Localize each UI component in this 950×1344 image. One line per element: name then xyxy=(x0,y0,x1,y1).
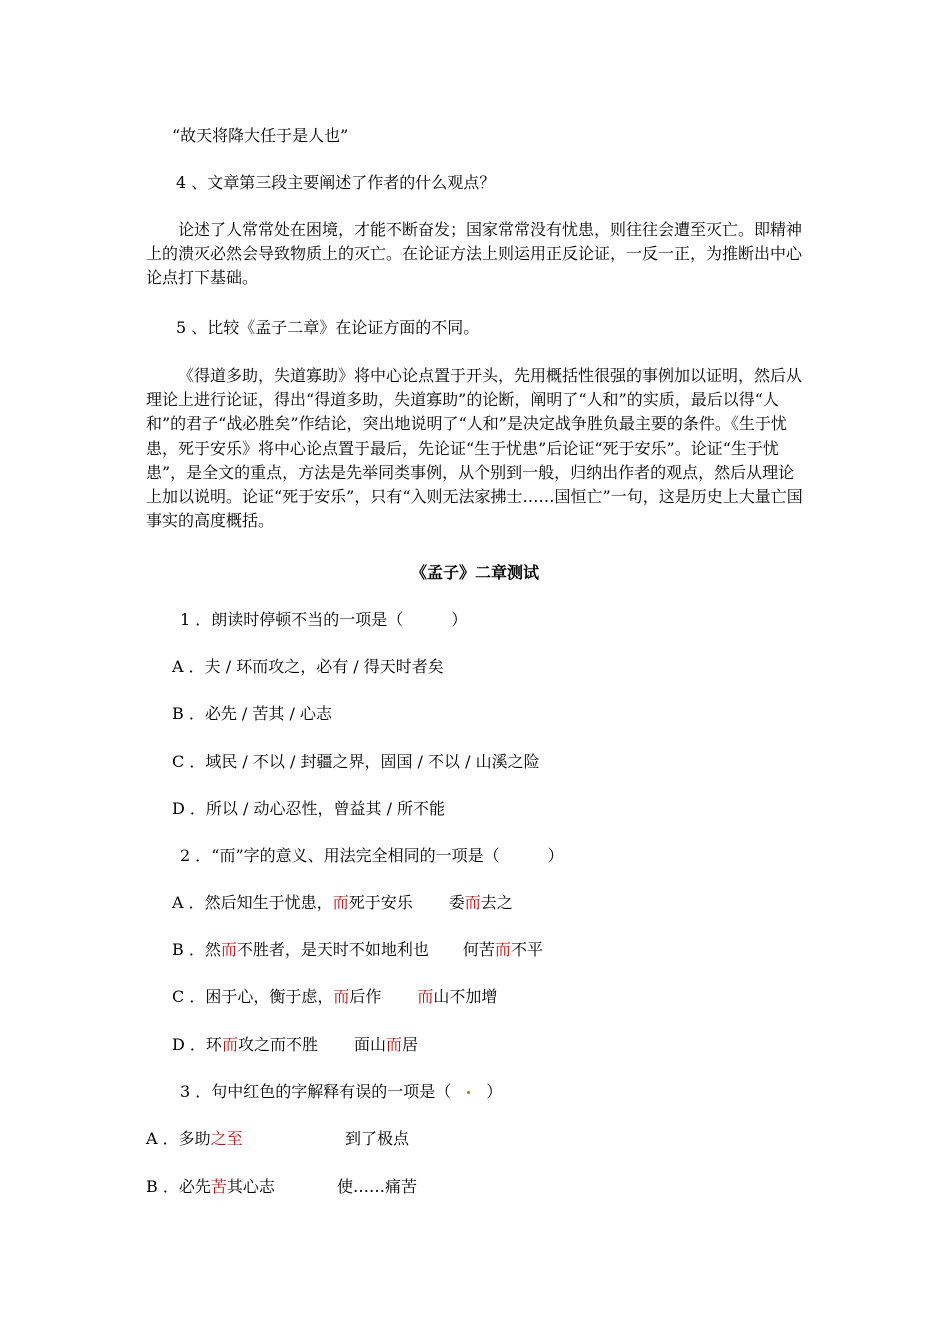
option-text: 居 xyxy=(402,1035,419,1054)
t3-option-a xyxy=(146,1127,243,1151)
option-text: 困于心，衡于虑， xyxy=(205,987,334,1006)
option-text: 后作 xyxy=(349,987,382,1006)
option-text: 不胜者，是天时不如地利也 xyxy=(236,940,429,959)
option-label: B ． xyxy=(146,1177,179,1196)
highlighted-char: 而 xyxy=(332,893,349,912)
highlighted-char: 而 xyxy=(221,1035,238,1054)
option-text: 不平 xyxy=(510,940,543,959)
highlighted-char: 而 xyxy=(464,893,481,912)
option-text: 面山 xyxy=(353,1035,386,1054)
q5-answer: 《得道多助，失道寡助》将中心论点置于开头，先用概括性很强的事例加以证明，然后从理论上进行论证，得出“得道多助，失道寡助”的论断，阐明了“人和”的实质，最后以得“人和”的君子“战必胜矣”作结论，突出地说明了“人和”是决定战争胜负最主要的条件。《生于忧患，死于安乐》将中心论点置于最后，先论证“生于忧患”后论证“死于安乐”。论证“生于忧患”，是全文的重点，方法是先举同类事例，从个别到一般，归纳出作者的观点，然后从理论上加以说明。论证“死于安乐”，只有“入则无法家拂士……国恒亡”一句，这是历史上大量亡国事实的高度概括。 xyxy=(146,366,803,531)
highlighted-char: 而 xyxy=(385,1035,402,1054)
highlighted-char: 而 xyxy=(333,987,350,1006)
t3-option-a-meaning: 到了极点 xyxy=(345,1129,410,1148)
highlighted-char: 苦 xyxy=(210,1177,227,1196)
t2-question: 2 ．“而”字的意义、用法完全相同的一项是（ ） xyxy=(180,846,564,865)
q4-question: 4 、文章第三段主要阐述了作者的什么观点？ xyxy=(176,173,496,192)
option-text: 多助 xyxy=(178,1129,211,1148)
t1-option-d: D ．所以 / 动心忍性，曾益其 / 所不能 xyxy=(172,799,446,818)
option-text: 山不加增 xyxy=(433,987,498,1006)
option-text: 环 xyxy=(205,1035,222,1054)
t3-option-b-meaning: 使……痛苦 xyxy=(337,1177,418,1196)
t1-option-b: B ．必先 / 苦其 / 心志 xyxy=(172,704,332,723)
t2-option-a xyxy=(172,891,513,915)
quote-line: “故天将降大任于是人也” xyxy=(172,126,349,145)
option-label: D ． xyxy=(172,1035,206,1054)
q5-question: 5 、比较《孟子二章》在论证方面的不同。 xyxy=(176,318,480,337)
t1-option-a: A ．夫 / 环而攻之，必有 / 得天时者矣 xyxy=(172,657,444,676)
mark-dot xyxy=(467,1091,470,1094)
t1-question: 1 ．朗读时停顿不当的一项是（ ） xyxy=(180,610,468,629)
option-label: C ． xyxy=(172,987,206,1006)
t2-option-b xyxy=(172,938,543,962)
option-text: 去之 xyxy=(480,893,513,912)
t3-question xyxy=(180,1080,502,1104)
question-text: ） xyxy=(486,1082,503,1101)
option-text: 攻之而不胜 xyxy=(237,1035,318,1054)
option-text: 然后知生于忧患， xyxy=(204,893,333,912)
option-label: B ． xyxy=(172,940,205,959)
highlighted-char: 而 xyxy=(417,987,434,1006)
option-text: 其心志 xyxy=(226,1177,275,1196)
option-text: 何苦 xyxy=(462,940,495,959)
option-text: 必先 xyxy=(178,1177,211,1196)
highlighted-char: 之至 xyxy=(210,1129,243,1148)
option-text: 死于安乐 xyxy=(348,893,413,912)
option-label: A ． xyxy=(146,1129,179,1148)
highlighted-char: 而 xyxy=(494,940,511,959)
highlighted-char: 而 xyxy=(220,940,237,959)
option-text: 然 xyxy=(204,940,221,959)
t2-option-d xyxy=(172,1033,418,1057)
option-text: 委 xyxy=(448,893,465,912)
t1-option-c: C ．域民 / 不以 / 封疆之界，固国 / 不以 / 山溪之险 xyxy=(172,752,540,771)
question-text: 3 ．句中红色的字解释有误的一项是（ xyxy=(180,1082,452,1101)
t3-option-b xyxy=(146,1175,275,1199)
option-label: A ． xyxy=(172,893,205,912)
t2-option-c xyxy=(172,985,497,1009)
q4-answer: 论述了人常常处在困境，才能不断奋发；国家常常没有忧患，则往往会遭至灭亡。即精神上的溃灭必然会导致物质上的灭亡。在论证方法上则运用正反论证，一反一正，为推断出中心论点打下基础。 xyxy=(146,220,803,288)
test-title: 《孟子》二章测试 xyxy=(410,563,539,582)
